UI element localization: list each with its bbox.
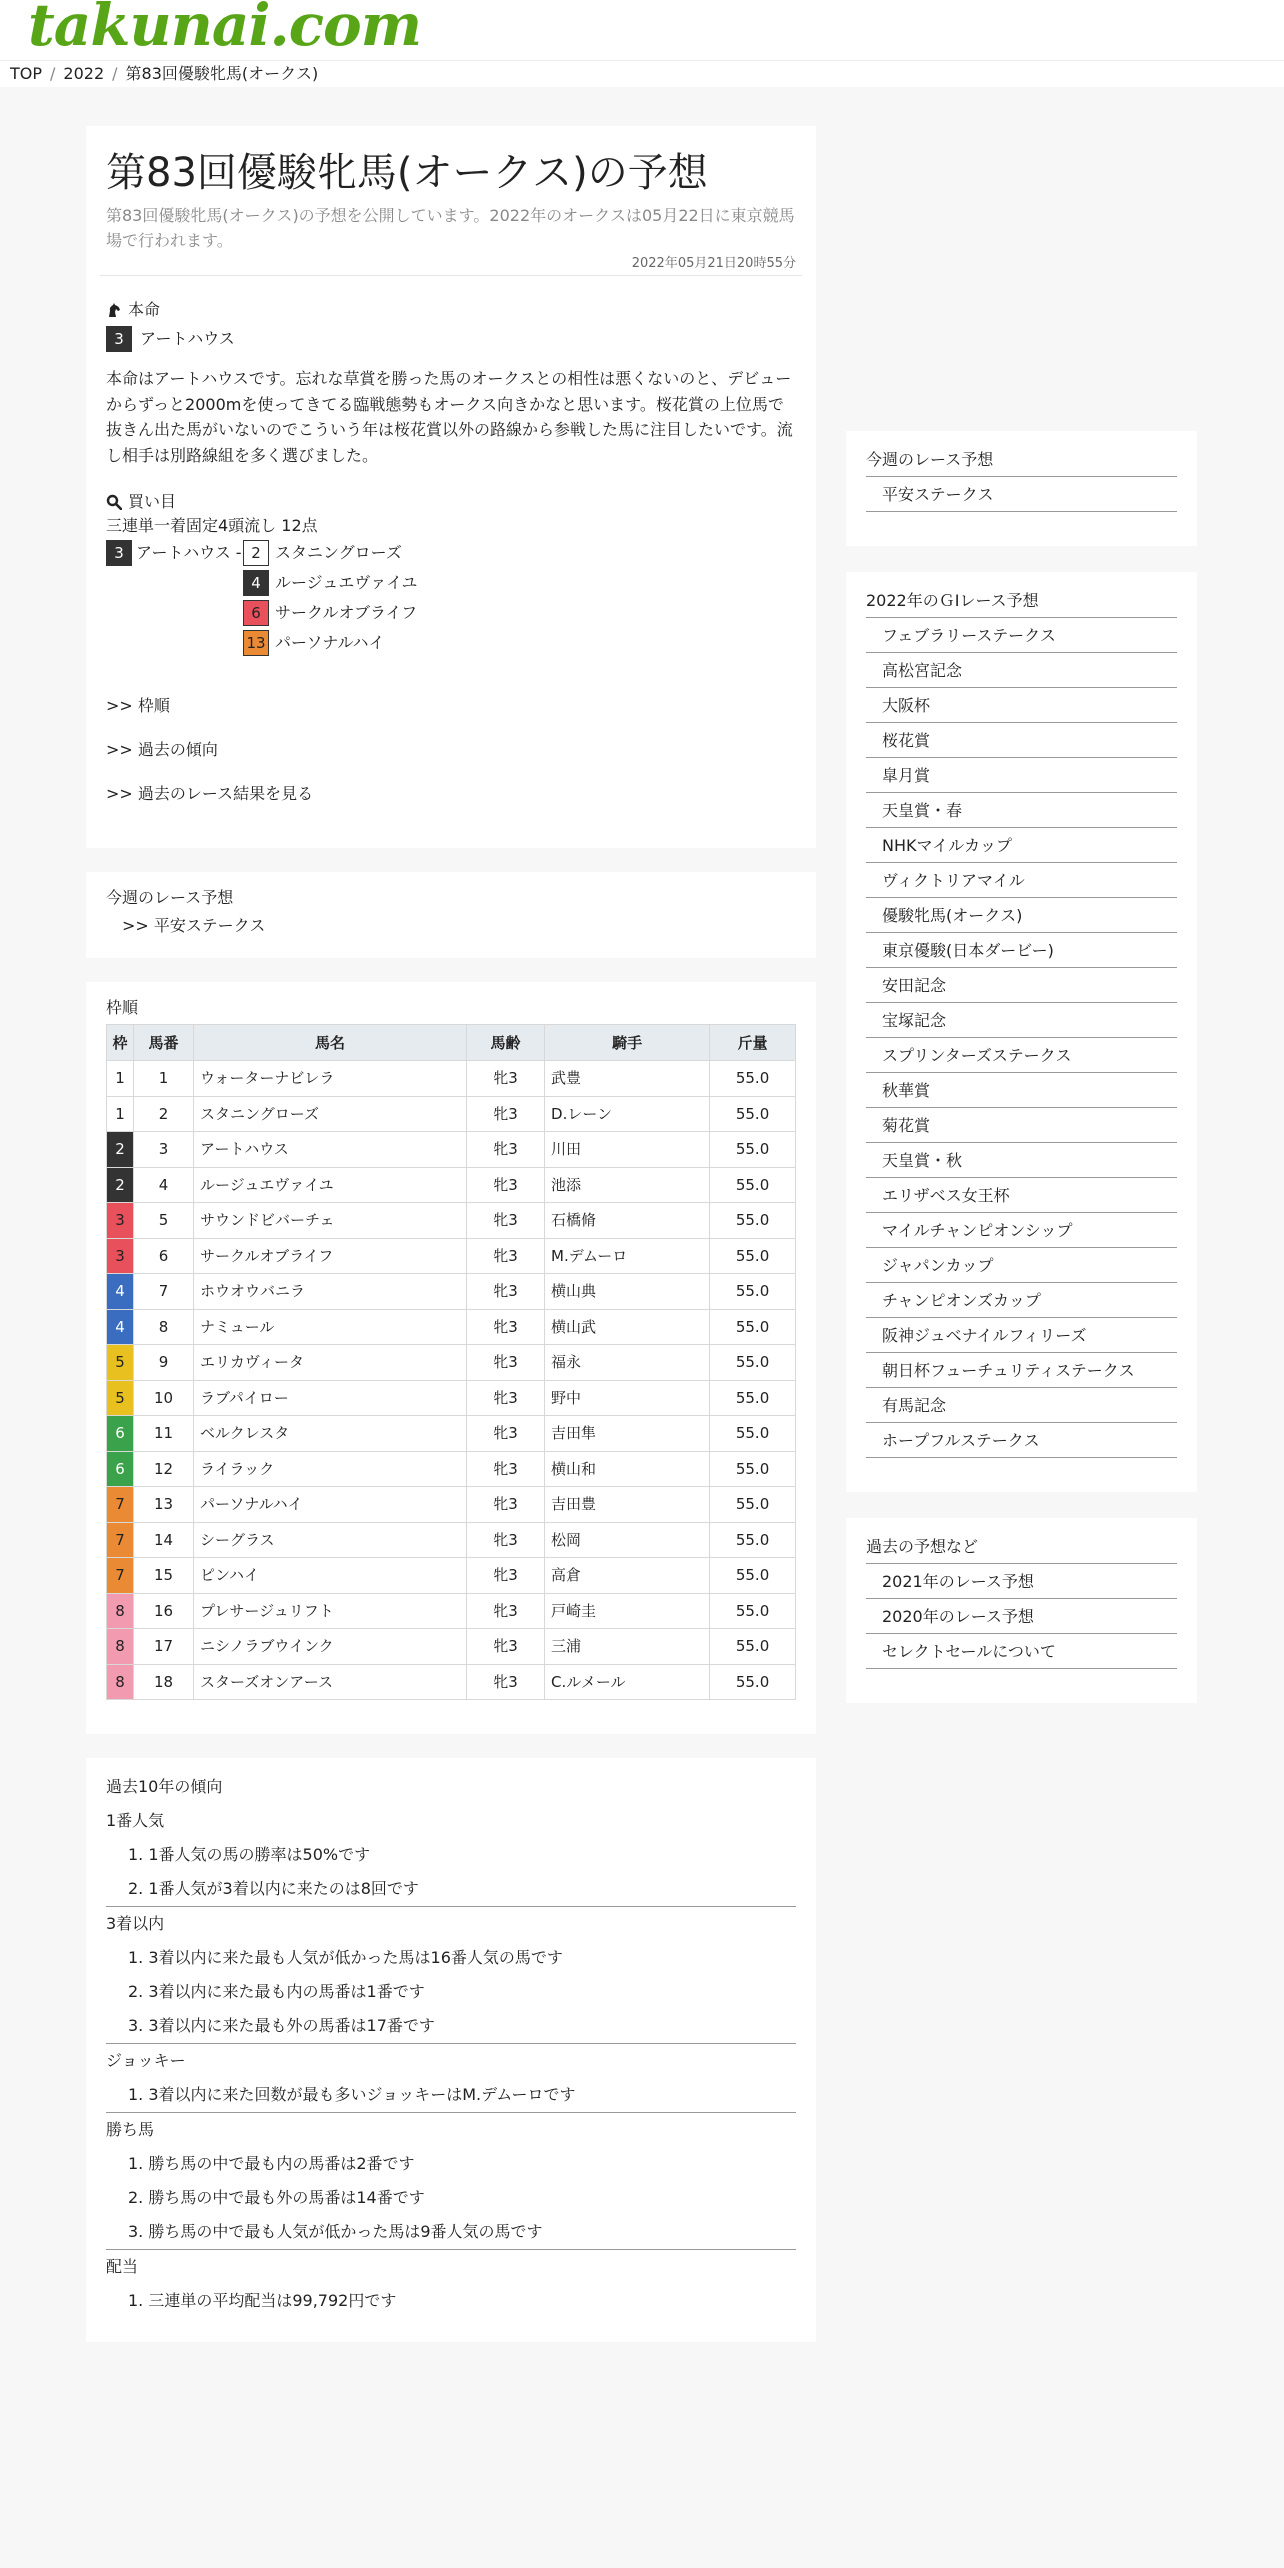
waku-cell: 6: [107, 1451, 134, 1487]
table-row: [107, 1309, 796, 1345]
table-row: [107, 1167, 796, 1203]
article-body: 本命はアートハウスです。忘れな草賞を勝った馬のオークスとの相性は悪くないのと、デビューからずっと2000mを使ってきてる臨戦態勢もオークス向きかなと思います。桜花賞の上位馬で抜きん出た馬がいないのでこういう年は桜花賞以外の路線から参戦した馬に注目したいです。流し相手は別路線組を多く選びました。: [106, 369, 793, 465]
trend-heading: 1番人気: [106, 1811, 165, 1831]
sidebar-g1-item[interactable]: 秋華賞: [866, 1073, 1177, 1108]
table-row: [107, 1380, 796, 1416]
age-cell: 牝3: [467, 1274, 545, 1310]
ban-cell: 13: [134, 1487, 194, 1523]
sidebar-g1-item[interactable]: スプリンターズステークス: [866, 1038, 1177, 1073]
article-lead: 第83回優駿牝馬(オークス)の予想を公開しています。2022年のオークスは05月22日に東京競馬場で行われます。: [106, 206, 795, 250]
jockey-cell: 野中: [545, 1380, 710, 1416]
ban-cell: 7: [134, 1274, 194, 1310]
breadcrumb-year[interactable]: 2022: [63, 64, 105, 83]
sidebar-g1-item[interactable]: 桜花賞: [866, 723, 1177, 758]
table-row: [107, 1061, 796, 1097]
sidebar-g1-item[interactable]: 安田記念: [866, 968, 1177, 1003]
sidebar-g1-item[interactable]: 皐月賞: [866, 758, 1177, 793]
breadcrumb-current: 第83回優駿牝馬(オークス): [125, 64, 319, 83]
sidebar-g1: [846, 572, 1197, 1492]
sidebar-g1-item[interactable]: 朝日杯フューチュリティステークス: [866, 1353, 1177, 1388]
age-cell: 牝3: [467, 1061, 545, 1097]
trend-item: 2. 3着以内に来た最も内の馬番は1番です: [128, 1982, 425, 2002]
horse-name-cell: プレサージュリフト: [194, 1593, 467, 1629]
sidebar-g1-title: 2022年のＧⅠレース予想: [866, 584, 1177, 618]
sidebar-g1-item[interactable]: チャンピオンズカップ: [866, 1283, 1177, 1318]
sidebar-past-item[interactable]: 2020年のレース予想: [866, 1599, 1177, 1634]
jockey-cell: 吉田豊: [545, 1487, 710, 1523]
site-logo[interactable]: takunai.com: [28, 0, 422, 59]
ban-cell: 18: [134, 1664, 194, 1700]
trend-group: [106, 1907, 796, 2044]
table-row: [107, 1203, 796, 1239]
trend-item: 2. 1番人気が3着以内に来たのは8回です: [128, 1879, 419, 1899]
header-ban: 馬番: [134, 1025, 194, 1061]
waku-cell: 3: [107, 1203, 134, 1239]
sidebar-g1-list: [866, 618, 1177, 1458]
jockey-cell: 戸崎圭: [545, 1593, 710, 1629]
age-cell: 牝3: [467, 1096, 545, 1132]
table-row: [107, 1096, 796, 1132]
jockey-cell: 横山和: [545, 1451, 710, 1487]
weight-cell: 55.0: [710, 1416, 796, 1452]
trend-group: [106, 2250, 796, 2318]
weight-cell: 55.0: [710, 1558, 796, 1594]
header-waku: 枠: [107, 1025, 134, 1061]
honmei-number: 3: [106, 326, 132, 352]
sidebar: [846, 431, 1197, 1729]
sidebar-weekly-title: 今週のレース予想: [866, 443, 1177, 477]
horse-name-cell: ピンハイ: [194, 1558, 467, 1594]
horse-name-cell: サークルオブライフ: [194, 1238, 467, 1274]
table-row: [107, 1345, 796, 1381]
bet-lead-name: アートハウス -: [136, 543, 242, 563]
horse-name-cell: パーソナルハイ: [194, 1487, 467, 1523]
bet-partner-name: ルージュエヴァイユ: [275, 573, 418, 593]
trend-item: 1. 3着以内に来た最も人気が低かった馬は16番人気の馬です: [128, 1948, 563, 1968]
horse-name-cell: ナミュール: [194, 1309, 467, 1345]
waku-cell: 8: [107, 1629, 134, 1665]
bet-partner-number: 6: [243, 600, 269, 626]
age-cell: 牝3: [467, 1558, 545, 1594]
sidebar-g1-item[interactable]: マイルチャンピオンシップ: [866, 1213, 1177, 1248]
ban-cell: 14: [134, 1522, 194, 1558]
honmei-horse: [106, 326, 796, 352]
jockey-cell: 石橋脩: [545, 1203, 710, 1239]
weight-cell: 55.0: [710, 1487, 796, 1523]
sidebar-g1-item[interactable]: ヴィクトリアマイル: [866, 863, 1177, 898]
horse-icon: [106, 302, 122, 318]
age-cell: 牝3: [467, 1203, 545, 1239]
horse-name-cell: ウォーターナビレラ: [194, 1061, 467, 1097]
age-cell: 牝3: [467, 1487, 545, 1523]
site-header: [0, 0, 1284, 61]
waku-cell: 2: [107, 1132, 134, 1168]
sidebar-past-item[interactable]: セレクトセールについて: [866, 1634, 1177, 1669]
article-links: [106, 694, 796, 806]
trend-heading: 配当: [106, 2257, 139, 2277]
kaime-label: [106, 490, 796, 514]
trend-item: 2. 勝ち馬の中で最も外の馬番は14番です: [128, 2188, 425, 2208]
horse-name-cell: ライラック: [194, 1451, 467, 1487]
ban-cell: 1: [134, 1061, 194, 1097]
ban-cell: 8: [134, 1309, 194, 1345]
article-card: [86, 126, 816, 848]
entries-table: [106, 1024, 796, 1700]
header-name: 馬名: [194, 1025, 467, 1061]
age-cell: 牝3: [467, 1380, 545, 1416]
bet-partner-name: スタニングローズ: [275, 543, 402, 563]
ban-cell: 3: [134, 1132, 194, 1168]
honmei-name: アートハウス: [140, 329, 235, 349]
jockey-cell: 三浦: [545, 1629, 710, 1665]
bet-type: 三連単一着固定4頭流し 12点: [106, 516, 318, 536]
horse-name-cell: ルージュエヴァイユ: [194, 1167, 467, 1203]
age-cell: 牝3: [467, 1132, 545, 1168]
waku-cell: 3: [107, 1238, 134, 1274]
sidebar-past-title: 過去の予想など: [866, 1530, 1177, 1564]
sidebar-g1-item[interactable]: 天皇賞・秋: [866, 1143, 1177, 1178]
honmei-label: [106, 298, 796, 322]
weight-cell: 55.0: [710, 1451, 796, 1487]
table-header-row: [107, 1025, 796, 1061]
weight-cell: 55.0: [710, 1167, 796, 1203]
bet-partner-number: 4: [243, 570, 269, 596]
weight-cell: 55.0: [710, 1096, 796, 1132]
jockey-cell: D.レーン: [545, 1096, 710, 1132]
age-cell: 牝3: [467, 1238, 545, 1274]
sidebar-g1-item[interactable]: 優駿牝馬(オークス): [866, 898, 1177, 933]
trend-item: 1. 3着以内に来た回数が最も多いジョッキーはM.デムーロです: [128, 2085, 576, 2105]
waku-cell: 7: [107, 1558, 134, 1594]
bet-row: [106, 628, 796, 658]
ban-cell: 10: [134, 1380, 194, 1416]
table-row: [107, 1132, 796, 1168]
waku-cell: 1: [107, 1096, 134, 1132]
trend-group: [106, 2113, 796, 2250]
table-row: [107, 1558, 796, 1594]
breadcrumb-separator: /: [112, 64, 118, 83]
sidebar-g1-item[interactable]: フェブラリーステークス: [866, 618, 1177, 653]
table-row: [107, 1664, 796, 1700]
bet-row: [106, 538, 796, 568]
ban-cell: 6: [134, 1238, 194, 1274]
breadcrumb: [0, 61, 1284, 87]
sidebar-g1-item[interactable]: ジャパンカップ: [866, 1248, 1177, 1283]
sidebar-g1-item[interactable]: 天皇賞・春: [866, 793, 1177, 828]
weight-cell: 55.0: [710, 1203, 796, 1239]
age-cell: 牝3: [467, 1629, 545, 1665]
trend-heading: 勝ち馬: [106, 2120, 155, 2140]
waku-cell: 4: [107, 1274, 134, 1310]
sidebar-g1-item[interactable]: ホープフルステークス: [866, 1423, 1177, 1458]
header-jockey: 騎手: [545, 1025, 710, 1061]
table-row: [107, 1416, 796, 1452]
weight-cell: 55.0: [710, 1132, 796, 1168]
weight-cell: 55.0: [710, 1629, 796, 1665]
trend-item: 3. 3着以内に来た最も外の馬番は17番です: [128, 2016, 435, 2036]
trend-item: 3. 勝ち馬の中で最も人気が低かった馬は9番人気の馬です: [128, 2222, 543, 2242]
honmei-label-text: 本命: [128, 300, 161, 320]
page-title: 第83回優駿牝馬(オークス)の予想: [106, 150, 708, 196]
horse-name-cell: ベルクレスタ: [194, 1416, 467, 1452]
bet-lead-number: 3: [106, 540, 132, 566]
breadcrumb-separator: /: [50, 64, 56, 83]
age-cell: 牝3: [467, 1451, 545, 1487]
trend-group: [106, 2044, 796, 2113]
weight-cell: 55.0: [710, 1345, 796, 1381]
weekly-link[interactable]: >> 平安ステークス: [122, 916, 266, 936]
article-date: 2022年05月21日20時55分: [100, 254, 802, 277]
waku-cell: 7: [107, 1522, 134, 1558]
waku-cell: 6: [107, 1416, 134, 1452]
horse-name-cell: ホウオウバニラ: [194, 1274, 467, 1310]
age-cell: 牝3: [467, 1345, 545, 1381]
jockey-cell: 川田: [545, 1132, 710, 1168]
ban-cell: 4: [134, 1167, 194, 1203]
header-age: 馬齢: [467, 1025, 545, 1061]
sidebar-weekly-list: [866, 477, 1177, 512]
trends-title: 過去10年の傾向: [106, 1777, 223, 1797]
weight-cell: 55.0: [710, 1380, 796, 1416]
jockey-cell: 福永: [545, 1345, 710, 1381]
horse-name-cell: ニシノラブウインク: [194, 1629, 467, 1665]
trend-heading: ジョッキー: [106, 2051, 186, 2071]
weight-cell: 55.0: [710, 1238, 796, 1274]
link-results[interactable]: >> 過去のレース結果を見る: [106, 784, 314, 804]
sidebar-g1-item[interactable]: 菊花賞: [866, 1108, 1177, 1143]
bet-lead-horse: [106, 540, 243, 566]
trend-item: 1. 勝ち馬の中で最も内の馬番は2番です: [128, 2154, 415, 2174]
waku-cell: 4: [107, 1309, 134, 1345]
weekly-card: [86, 872, 816, 958]
sidebar-g1-item[interactable]: 東京優駿(日本ダービー): [866, 933, 1177, 968]
jockey-cell: 横山典: [545, 1274, 710, 1310]
sidebar-weekly-item[interactable]: 平安ステークス: [866, 477, 1177, 512]
bet-row: [106, 598, 796, 628]
link-entries[interactable]: >> 枠順: [106, 696, 170, 716]
horse-name-cell: アートハウス: [194, 1132, 467, 1168]
trend-item: 1. 三連単の平均配当は99,792円です: [128, 2291, 397, 2311]
horse-name-cell: スタニングローズ: [194, 1096, 467, 1132]
jockey-cell: 松岡: [545, 1522, 710, 1558]
link-trends[interactable]: >> 過去の傾向: [106, 740, 218, 760]
jockey-cell: M.デムーロ: [545, 1238, 710, 1274]
ban-cell: 15: [134, 1558, 194, 1594]
table-row: [107, 1487, 796, 1523]
jockey-cell: 高倉: [545, 1558, 710, 1594]
ban-cell: 11: [134, 1416, 194, 1452]
entries-card: [86, 982, 816, 1734]
jockey-cell: 吉田隼: [545, 1416, 710, 1452]
horse-name-cell: サウンドビバーチェ: [194, 1203, 467, 1239]
breadcrumb-top[interactable]: TOP: [10, 64, 43, 83]
horse-name-cell: シーグラス: [194, 1522, 467, 1558]
sidebar-g1-item[interactable]: エリザベス女王杯: [866, 1178, 1177, 1213]
sidebar-g1-item[interactable]: 大阪杯: [866, 688, 1177, 723]
ban-cell: 12: [134, 1451, 194, 1487]
weekly-title: 今週のレース予想: [106, 888, 234, 908]
weight-cell: 55.0: [710, 1274, 796, 1310]
waku-cell: 5: [107, 1345, 134, 1381]
ban-cell: 9: [134, 1345, 194, 1381]
table-row: [107, 1522, 796, 1558]
trends-card: [86, 1758, 816, 2342]
bet-row: [106, 568, 796, 598]
waku-cell: 1: [107, 1061, 134, 1097]
age-cell: 牝3: [467, 1593, 545, 1629]
ban-cell: 2: [134, 1096, 194, 1132]
waku-cell: 8: [107, 1664, 134, 1700]
age-cell: 牝3: [467, 1416, 545, 1452]
entries-title: 枠順: [106, 998, 139, 1018]
trend-item: 1. 1番人気の馬の勝率は50%です: [128, 1845, 371, 1865]
entries-table-body: [107, 1061, 796, 1700]
age-cell: 牝3: [467, 1522, 545, 1558]
ban-cell: 17: [134, 1629, 194, 1665]
jockey-cell: C.ルメール: [545, 1664, 710, 1700]
bet-partner-name: パーソナルハイ: [275, 633, 385, 653]
horse-name-cell: エリカヴィータ: [194, 1345, 467, 1381]
table-row: [107, 1238, 796, 1274]
kaime-label-text: 買い目: [128, 492, 177, 512]
sidebar-g1-item[interactable]: 阪神ジュベナイルフィリーズ: [866, 1318, 1177, 1353]
sidebar-g1-item[interactable]: 有馬記念: [866, 1388, 1177, 1423]
waku-cell: 2: [107, 1167, 134, 1203]
sidebar-g1-item[interactable]: 高松宮記念: [866, 653, 1177, 688]
sidebar-g1-item[interactable]: 宝塚記念: [866, 1003, 1177, 1038]
sidebar-weekly: [846, 431, 1197, 546]
waku-cell: 5: [107, 1380, 134, 1416]
age-cell: 牝3: [467, 1167, 545, 1203]
table-row: [107, 1451, 796, 1487]
sidebar-g1-item[interactable]: NHKマイルカップ: [866, 828, 1177, 863]
table-row: [107, 1274, 796, 1310]
main-column: [86, 126, 816, 2366]
horse-name-cell: スターズオンアース: [194, 1664, 467, 1700]
sidebar-past-item[interactable]: 2021年のレース予想: [866, 1564, 1177, 1599]
jockey-cell: 横山武: [545, 1309, 710, 1345]
table-row: [107, 1593, 796, 1629]
ban-cell: 5: [134, 1203, 194, 1239]
weight-cell: 55.0: [710, 1593, 796, 1629]
trends-list: [106, 1804, 796, 2318]
age-cell: 牝3: [467, 1664, 545, 1700]
bet-partner-number: 2: [243, 540, 269, 566]
trend-heading: 3着以内: [106, 1914, 165, 1934]
sidebar-past-list: [866, 1564, 1177, 1669]
search-icon: [106, 494, 122, 510]
horse-name-cell: ラブパイロー: [194, 1380, 467, 1416]
weight-cell: 55.0: [710, 1061, 796, 1097]
waku-cell: 8: [107, 1593, 134, 1629]
weight-cell: 55.0: [710, 1309, 796, 1345]
table-row: [107, 1629, 796, 1665]
weight-cell: 55.0: [710, 1522, 796, 1558]
sidebar-past: [846, 1518, 1197, 1703]
trend-group: [106, 1804, 796, 1907]
header-weight: 斤量: [710, 1025, 796, 1061]
waku-cell: 7: [107, 1487, 134, 1523]
ban-cell: 16: [134, 1593, 194, 1629]
jockey-cell: 池添: [545, 1167, 710, 1203]
age-cell: 牝3: [467, 1309, 545, 1345]
jockey-cell: 武豊: [545, 1061, 710, 1097]
bet-partner-number: 13: [243, 630, 269, 656]
bet-partner-name: サークルオブライフ: [275, 603, 418, 623]
weight-cell: 55.0: [710, 1664, 796, 1700]
